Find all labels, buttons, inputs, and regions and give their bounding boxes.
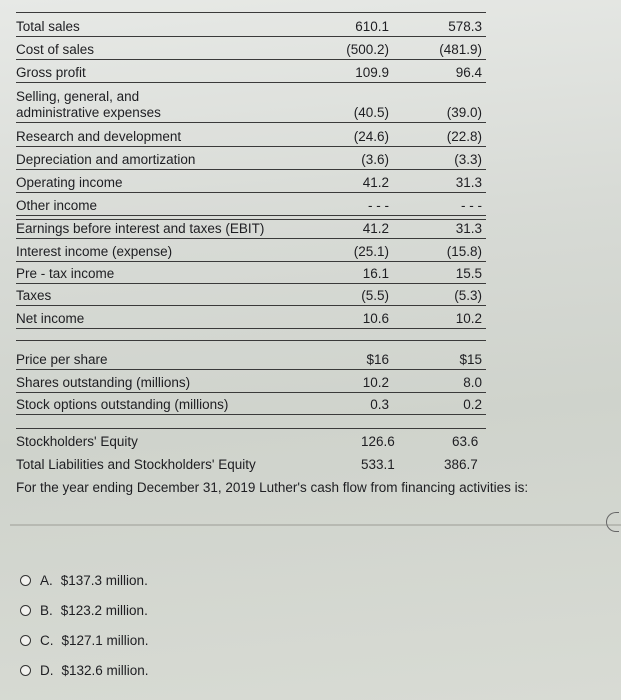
value-2018: 15.5 bbox=[455, 266, 482, 281]
value-2018: (3.3) bbox=[454, 152, 482, 167]
row-label: Net income bbox=[16, 311, 85, 326]
value-2019: 16.1 bbox=[362, 266, 389, 281]
option-text: $132.6 million. bbox=[61, 662, 149, 678]
value-2019: 10.6 bbox=[362, 311, 389, 326]
radio-icon[interactable] bbox=[20, 665, 31, 676]
row-ebit bbox=[16, 216, 486, 239]
value-2019: 10.2 bbox=[362, 375, 389, 390]
value-2018: 96.4 bbox=[455, 65, 482, 80]
value-2018: (15.8) bbox=[446, 244, 482, 259]
option-d[interactable] bbox=[20, 655, 149, 685]
row-label: Earnings before interest and taxes (EBIT) bbox=[16, 221, 265, 236]
value-2019: 126.6 bbox=[361, 434, 395, 449]
row-label: Stock options outstanding (millions) bbox=[16, 397, 229, 412]
radio-icon[interactable] bbox=[20, 635, 31, 646]
value-2018: 578.3 bbox=[448, 19, 482, 34]
row-total-sales bbox=[16, 14, 486, 37]
value-2018: 8.0 bbox=[463, 375, 482, 390]
row-label: Total Liabilities and Stockholders' Equity bbox=[16, 457, 256, 472]
divider bbox=[10, 524, 621, 526]
row-label: Other income bbox=[16, 198, 98, 213]
answer-options bbox=[20, 565, 149, 685]
option-letter: A. bbox=[40, 572, 53, 588]
row-net-income bbox=[16, 306, 486, 329]
value-2019: 41.2 bbox=[362, 175, 389, 190]
value-2019: (5.5) bbox=[361, 288, 389, 303]
header-line bbox=[16, 12, 486, 13]
value-2018: 63.6 bbox=[452, 434, 479, 449]
section-rule bbox=[16, 340, 486, 341]
value-2019: (500.2) bbox=[346, 42, 389, 57]
value-2018: (22.8) bbox=[446, 129, 482, 144]
section-rule bbox=[16, 428, 486, 429]
value-2018: 31.3 bbox=[455, 221, 482, 236]
row-taxes bbox=[16, 283, 486, 306]
value-2018: (39.0) bbox=[446, 105, 482, 120]
row-label: Selling, general, and bbox=[16, 89, 140, 104]
row-label: Cost of sales bbox=[16, 42, 95, 57]
value-2018: (5.3) bbox=[454, 288, 482, 303]
row-rnd bbox=[16, 124, 486, 147]
radio-icon[interactable] bbox=[20, 575, 31, 586]
row-label: Price per share bbox=[16, 352, 108, 367]
value-2018: 10.2 bbox=[455, 311, 482, 326]
row-label: Pre - tax income bbox=[16, 266, 115, 281]
row-label: Shares outstanding (millions) bbox=[16, 375, 191, 390]
option-text: $137.3 million. bbox=[60, 572, 148, 588]
option-text: $123.2 million. bbox=[60, 602, 148, 618]
value-2018: - - - bbox=[461, 198, 482, 213]
row-label: Research and development bbox=[16, 129, 182, 144]
value-2019: 533.1 bbox=[361, 457, 395, 472]
option-b[interactable] bbox=[20, 595, 149, 625]
row-pretax-income bbox=[16, 261, 486, 284]
value-2019: - - - bbox=[368, 198, 389, 213]
row-interest bbox=[16, 239, 486, 262]
row-stock-options bbox=[16, 392, 486, 415]
option-letter: D. bbox=[40, 662, 54, 678]
option-letter: C. bbox=[40, 632, 54, 648]
row-gross-profit bbox=[16, 60, 486, 83]
row-depreciation bbox=[16, 147, 486, 170]
row-sga bbox=[16, 84, 486, 123]
row-cost-of-sales bbox=[16, 37, 486, 60]
value-2018: (481.9) bbox=[439, 42, 482, 57]
option-letter: B. bbox=[40, 602, 53, 618]
value-2018: 386.7 bbox=[444, 457, 478, 472]
row-operating-income bbox=[16, 170, 486, 193]
row-price-per-share bbox=[16, 347, 486, 370]
question-text: For the year ending December 31, 2019 Luther's cash flow from financing activities is: bbox=[16, 480, 529, 495]
row-shares-outstanding bbox=[16, 370, 486, 393]
row-label-continued: administrative expenses bbox=[16, 105, 161, 120]
value-2019: 41.2 bbox=[362, 221, 389, 236]
value-2018: 0.2 bbox=[463, 397, 482, 412]
row-label: Taxes bbox=[16, 288, 52, 303]
option-text: $127.1 million. bbox=[61, 632, 149, 648]
row-label: Stockholders' Equity bbox=[16, 434, 138, 449]
row-label: Depreciation and amortization bbox=[16, 152, 196, 167]
expand-handle-icon[interactable] bbox=[606, 512, 619, 532]
option-c[interactable] bbox=[20, 625, 149, 655]
value-2019: (24.6) bbox=[353, 129, 389, 144]
row-label: Total sales bbox=[16, 19, 80, 34]
value-2019: (40.5) bbox=[353, 105, 389, 120]
row-other-income bbox=[16, 193, 486, 216]
value-2019: 0.3 bbox=[370, 397, 389, 412]
value-2019: 610.1 bbox=[355, 19, 389, 34]
radio-icon[interactable] bbox=[20, 605, 31, 616]
value-2019: 109.9 bbox=[355, 65, 389, 80]
value-2019: $16 bbox=[366, 352, 389, 367]
value-2018: $15 bbox=[459, 352, 482, 367]
option-a[interactable] bbox=[20, 565, 149, 595]
value-2019: (3.6) bbox=[361, 152, 389, 167]
value-2018: 31.3 bbox=[455, 175, 482, 190]
row-label: Operating income bbox=[16, 175, 123, 190]
row-label: Gross profit bbox=[16, 65, 86, 80]
value-2019: (25.1) bbox=[353, 244, 389, 259]
row-label: Interest income (expense) bbox=[16, 244, 173, 259]
